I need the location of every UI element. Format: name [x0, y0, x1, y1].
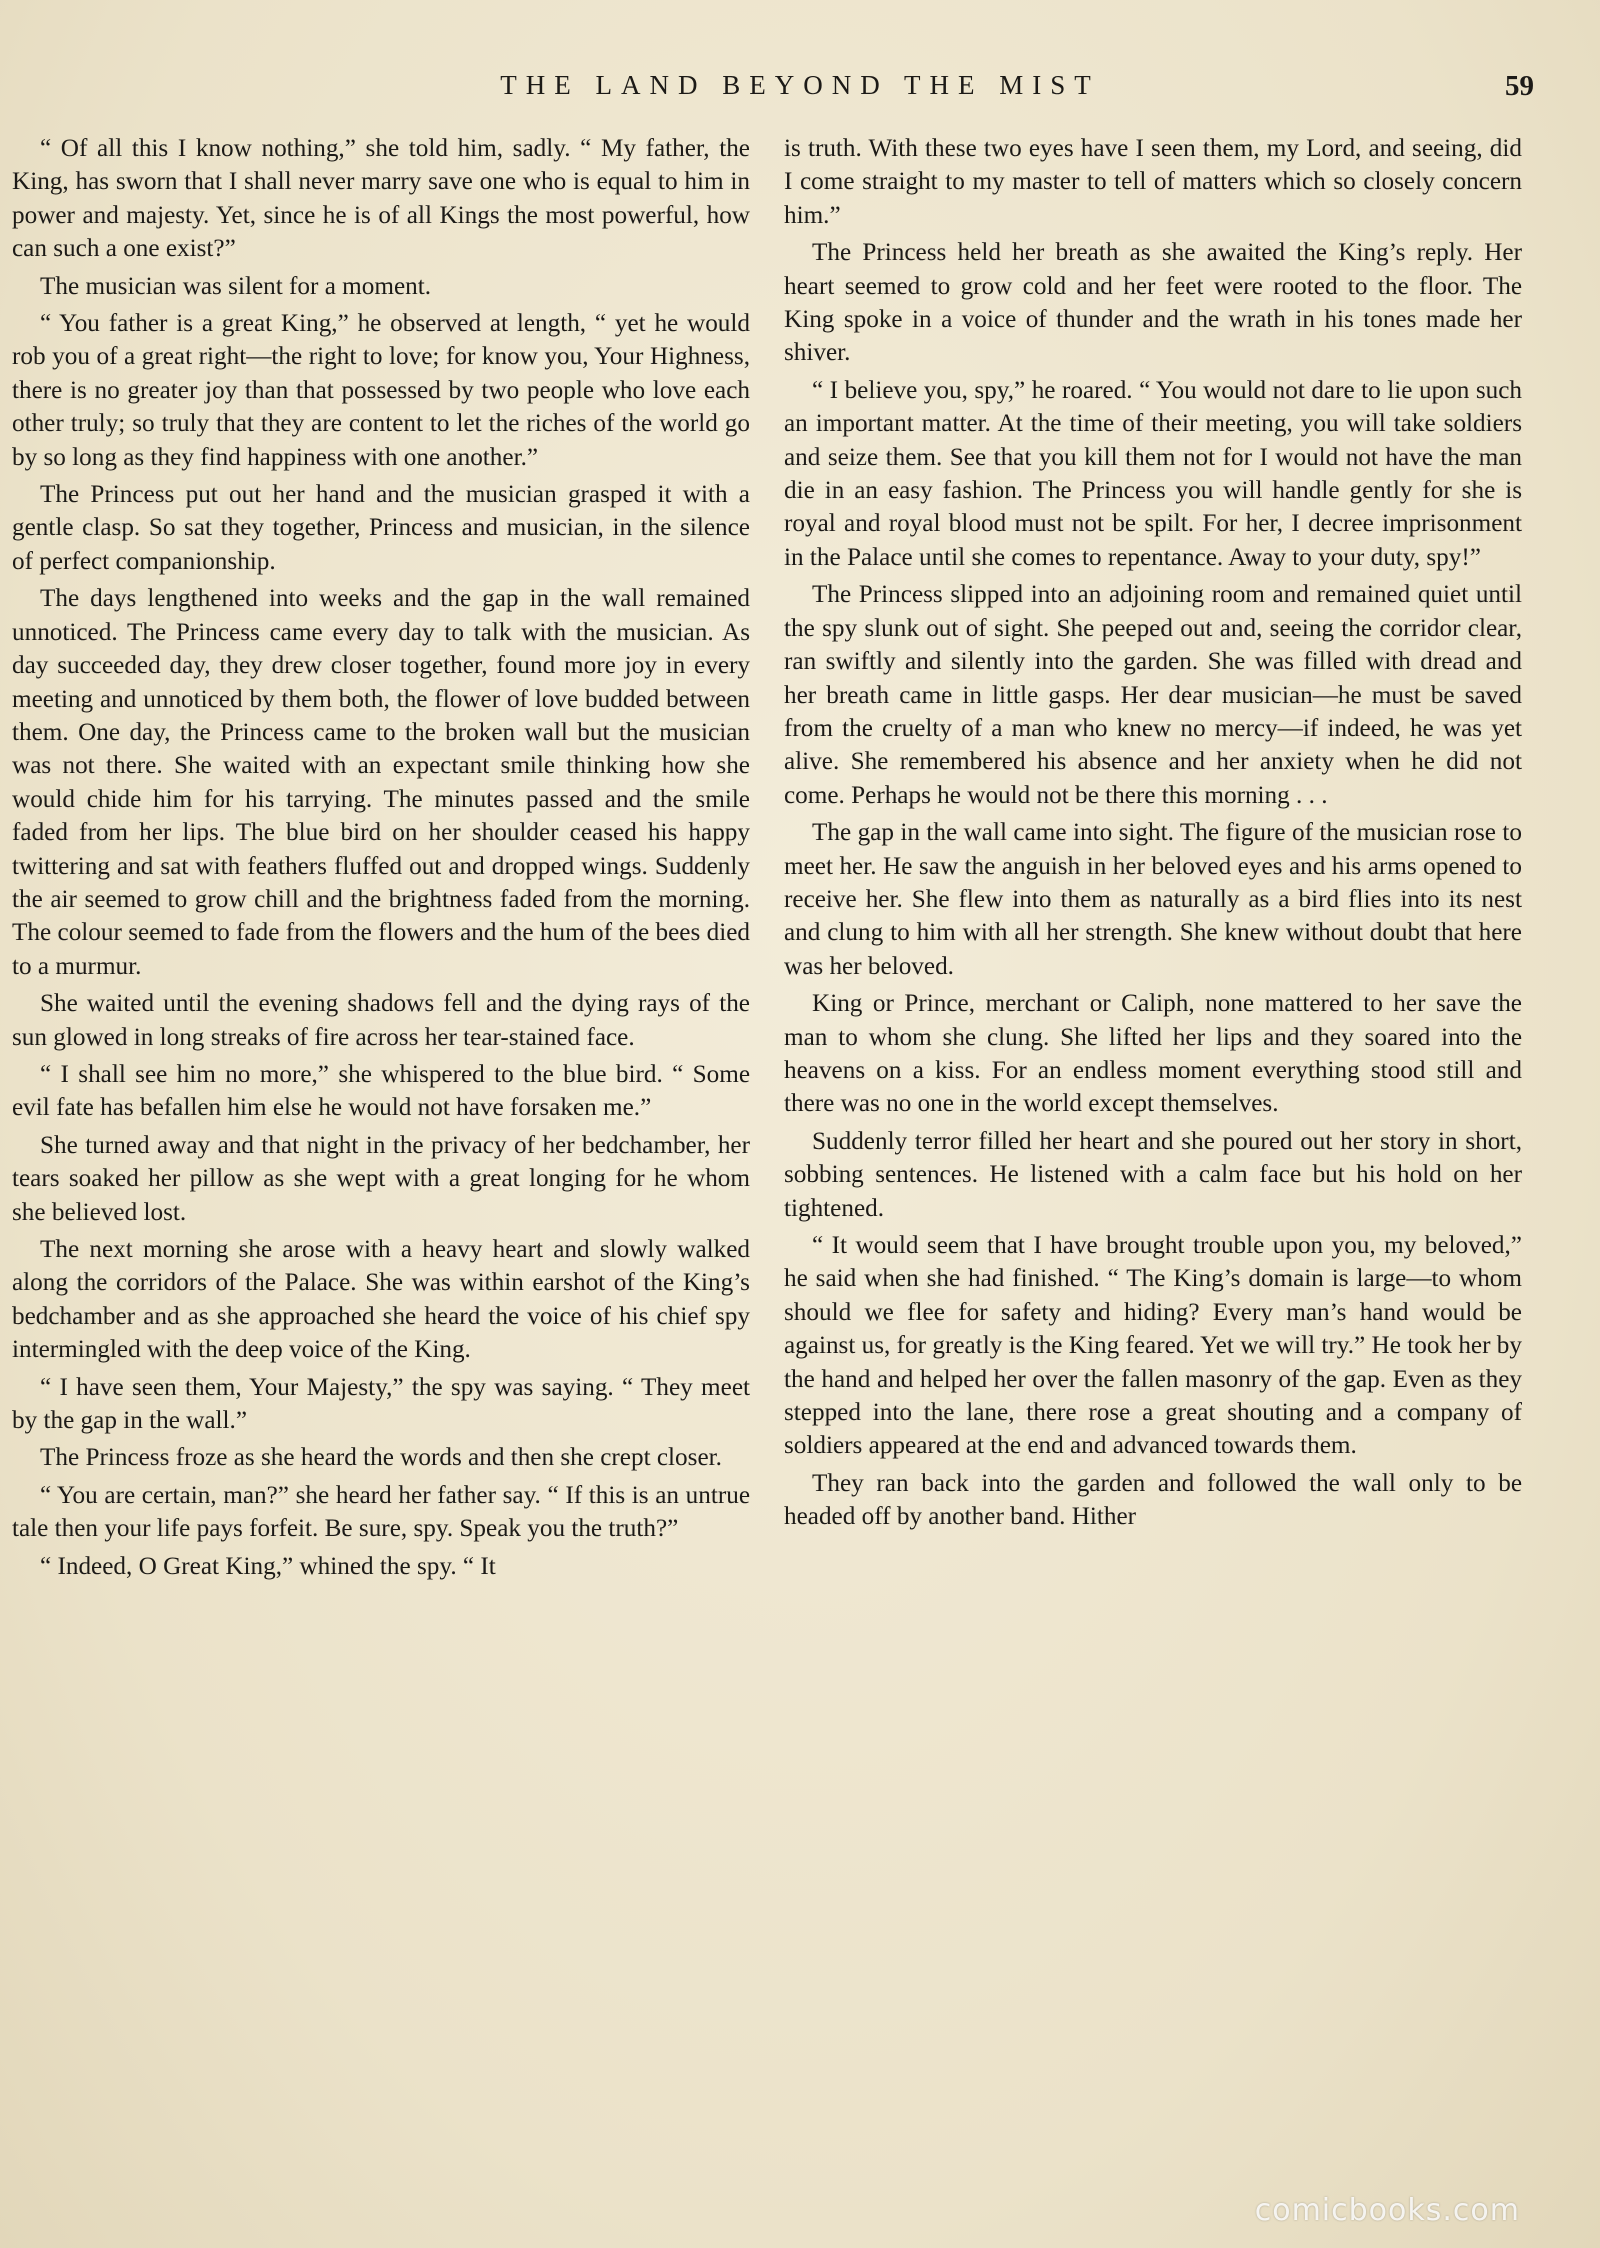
- paragraph: “ I shall see him no more,” she whispered to the blue bird. “ Some evil fate has befallen him else he would not have forsaken me.”: [12, 1060, 750, 1122]
- paragraph: The Princess slipped into an adjoining room and remained quiet until the spy slunk out of sight. She peeped out and, seeing the corridor clear, ran swiftly and silently into the garden. She was filled with dread and her breath came in little gasps. Her dear musician—he must be saved from the cruelty of a man who knew no mercy—if indeed, he was yet alive. She remembered his absence and her anxiety when he did not come. Perhaps he would not be there this morning . . .: [784, 581, 1522, 809]
- site-watermark: comicbooks.com: [1254, 2193, 1520, 2228]
- paragraph: “ You father is a great King,” he observed at length, “ yet he would rob you of a great right—the right to love; for know you, Your Highness, there is no greater joy than that possessed by two people who love each other truly; so truly that they are content to let the riches of the world go by so long as they find happiness with one another.”: [12, 310, 750, 471]
- paragraph: They ran back into the garden and followed the wall only to be headed off by another band. Hither: [784, 1469, 1522, 1531]
- paragraph: Suddenly terror filled her heart and she poured out her story in short, sobbing sentences. He listened with a calm face but his hold on her tightened.: [784, 1127, 1522, 1222]
- paragraph: “ I have seen them, Your Majesty,” the spy was saying. “ They meet by the gap in the wall.”: [12, 1373, 750, 1435]
- paragraph: “ You are certain, man?” she heard her father say. “ If this is an untrue tale then your life pays forfeit. Be sure, spy. Speak you the truth?”: [12, 1481, 750, 1543]
- paragraph-continued: is truth. With these two eyes have I seen them, my Lord, and seeing, did I come straight to my master to tell of matters which so closely concern him.”: [784, 135, 1522, 229]
- paragraph: The days lengthened into weeks and the gap in the wall remained unnoticed. The Princess came every day to talk with the musician. As day succeeded day, they drew closer together, found more joy in every meeting and unnoticed by them both, the flower of love budded between them. One day, the Princess came to the broken wall but the musician was not there. She waited with an expectant smile thinking how she would chide him for his tarrying. The minutes passed and the smile faded from her lips. The blue bird on her shoulder ceased his happy twittering and sat with feathers fluffed out and dropped wings. Suddenly the air seemed to grow chill and the brightness faded from the morning. The colour seemed to fade from the flowers and the hum of the bees died to a murmur.: [12, 585, 750, 980]
- paragraph: The Princess put out her hand and the musician grasped it with a gentle clasp. So sat they together, Princess and musician, in the silence of perfect companionship.: [12, 481, 750, 575]
- paragraph: “ I believe you, spy,” he roared. “ You would not dare to lie upon such an important matter. At the time of their meeting, you will take soldiers and seize them. See that you kill them not for I would not have the man die in an easy fashion. The Princess you will handle gently for she is royal and royal blood must not be spilt. For her, I decree imprisonment in the Palace until she comes to repentance. Away to your duty, spy!”: [784, 376, 1522, 571]
- paragraph: She turned away and that night in the privacy of her bedchamber, her tears soaked her pillow as she wept with a great longing for he whom she believed lost.: [12, 1131, 750, 1226]
- paragraph: “ It would seem that I have brought trouble upon you, my beloved,” he said when she had finished. “ The King’s domain is large—to whom should we flee for safety and hiding? Every man’s hand would be against us, for greatly is the King feared. Yet we will try.” He took her by the hand and helped her over the fallen masonry of the gap. Even as they stepped into the lane, there rose a great shouting and a company of soldiers appeared at the end and advanced towards them.: [784, 1232, 1522, 1460]
- paragraph: The gap in the wall came into sight. The figure of the musician rose to meet her. He saw the anguish in her beloved eyes and his arms opened to receive her. She flew into them as naturally as a bird flies into its nest and clung to him with all her strength. She knew without doubt that here was her beloved.: [784, 819, 1522, 980]
- paragraph: “ Of all this I know nothing,” she told him, sadly. “ My father, the King, has sworn that I shall never marry save one who is equal to him in power and majesty. Yet, since he is of all Kings the most powerful, how can such a one exist?”: [12, 135, 750, 263]
- left-column: [12, 132, 750, 2142]
- paragraph: The musician was silent for a moment.: [40, 272, 432, 300]
- paragraph: King or Prince, merchant or Caliph, none mattered to her save the man to whom she clung. She lifted her lips and they soared into the heavens on a kiss. For an endless moment everything stood still and there was no one in the world except themselves.: [784, 990, 1522, 1118]
- paragraph: “ Indeed, O Great King,” whined the spy. “ It: [40, 1552, 496, 1580]
- paragraph: The next morning she arose with a heavy heart and slowly walked along the corridors of the Palace. She was within earshot of the King’s bedchamber and as she approached she heard the voice of his chief spy intermingled with the deep voice of the King.: [12, 1236, 750, 1364]
- page-number: 59: [1505, 70, 1534, 102]
- running-title: THE LAND BEYOND THE MIST: [500, 70, 1100, 100]
- page-header: [0, 70, 1600, 110]
- paragraph: The Princess froze as she heard the words and then she crept closer.: [40, 1444, 722, 1472]
- paragraph: The Princess held her breath as she awaited the King’s reply. Her heart seemed to grow cold and her feet were rooted to the floor. The King spoke in a voice of thunder and the wrath in his tones made her shiver.: [784, 239, 1522, 367]
- paragraph: She waited until the evening shadows fell and the dying rays of the sun glowed in long streaks of fire across her tear-stained face.: [12, 990, 750, 1051]
- right-column: [784, 132, 1522, 2142]
